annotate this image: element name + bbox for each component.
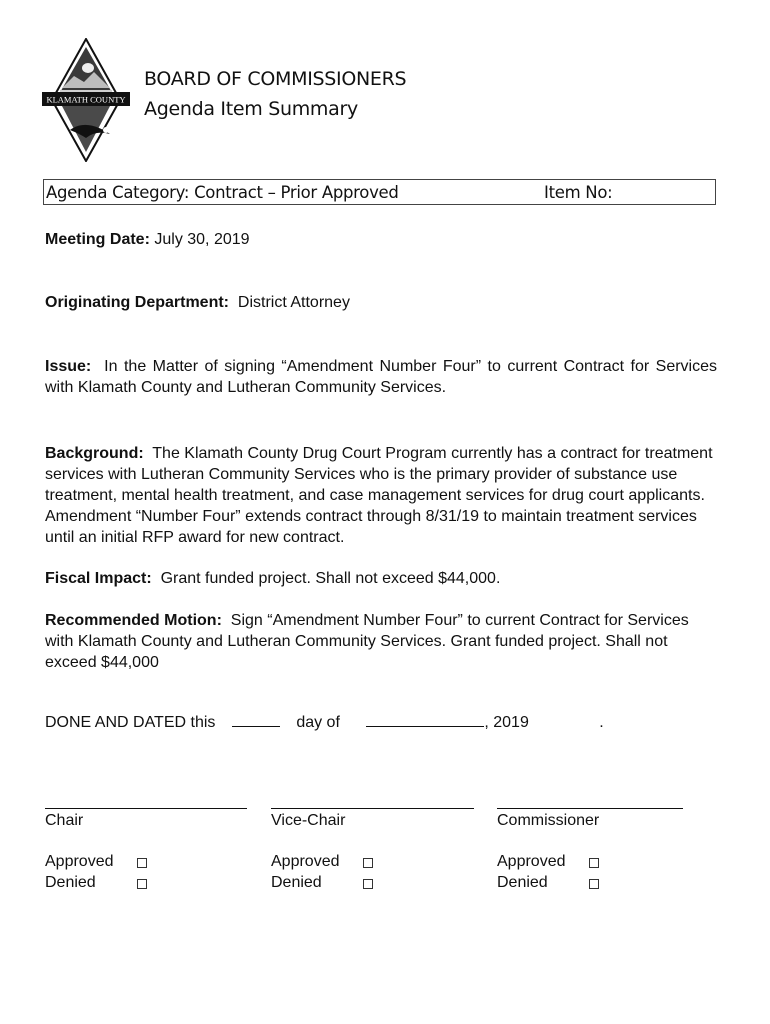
chair-denied-checkbox[interactable] bbox=[137, 879, 147, 889]
department-label: Originating Department: bbox=[45, 294, 230, 311]
commissioner-denied-label: Denied bbox=[497, 874, 548, 891]
chair-approved-label: Approved bbox=[45, 853, 114, 870]
logo-text: KLAMATH COUNTY bbox=[46, 94, 126, 105]
summary-title: Agenda Item Summary bbox=[144, 98, 358, 120]
chair-label: Chair bbox=[45, 812, 84, 829]
background-label: Background: bbox=[45, 445, 144, 462]
meeting-date-label: Meeting Date: bbox=[45, 231, 150, 248]
recommended-motion bbox=[45, 610, 717, 673]
commissioner-approved-label: Approved bbox=[497, 853, 566, 870]
issue-text: In the Matter of signing “Amendment Number Four” to current Contract for Services with Klamath County and Lutheran Community Services. bbox=[45, 358, 717, 396]
vice-chair-approved-checkbox[interactable] bbox=[363, 858, 373, 868]
originating-department bbox=[45, 292, 350, 313]
vice-chair-denied-checkbox[interactable] bbox=[363, 879, 373, 889]
vice-chair-signature-line[interactable] bbox=[271, 808, 474, 809]
commissioner-approved-checkbox[interactable] bbox=[589, 858, 599, 868]
vice-chair-denied-label: Denied bbox=[271, 874, 322, 891]
vice-chair-label: Vice-Chair bbox=[271, 812, 346, 829]
motion-text: Sign “Amendment Number Four” to current Contract for Services with Klamath County and Lutheran Community Services. Grant funded project. Shall not exceed $44,000 bbox=[45, 612, 689, 671]
fiscal-impact bbox=[45, 568, 500, 589]
commissioner-label: Commissioner bbox=[497, 812, 600, 829]
issue-paragraph bbox=[45, 356, 717, 398]
done-and-dated bbox=[45, 711, 604, 733]
fiscal-label: Fiscal Impact: bbox=[45, 570, 152, 587]
year-text: , 2019 bbox=[484, 714, 529, 731]
day-of-text: day of bbox=[296, 714, 340, 731]
trailing-period: . bbox=[599, 714, 604, 731]
commissioner-denied-checkbox[interactable] bbox=[589, 879, 599, 889]
item-number-label: Item No: bbox=[544, 183, 613, 202]
klamath-county-logo bbox=[40, 38, 132, 162]
chair-denied-label: Denied bbox=[45, 874, 96, 891]
commissioner-signature-line[interactable] bbox=[497, 808, 683, 809]
background-text: The Klamath County Drug Court Program currently has a contract for treatment services with Lutheran Community Services who is the primary provider of substance use treatment, mental health treatment, and case management services for drug court applicants. Amendment “Number Four” extends contract through 8/31/19 to maintain treatment services until an initial RFP award for new contract. bbox=[45, 445, 713, 546]
issue-label: Issue: bbox=[45, 358, 92, 375]
meeting-date bbox=[45, 229, 250, 250]
department-value: District Attorney bbox=[237, 294, 350, 311]
month-blank[interactable] bbox=[366, 711, 484, 727]
background-paragraph bbox=[45, 443, 717, 548]
chair-approved-checkbox[interactable] bbox=[137, 858, 147, 868]
agenda-category-box bbox=[43, 179, 716, 205]
agenda-category: Agenda Category: Contract – Prior Approved bbox=[46, 183, 399, 202]
fiscal-text: Grant funded project. Shall not exceed $44,000. bbox=[160, 570, 501, 587]
motion-label: Recommended Motion: bbox=[45, 612, 222, 629]
chair-signature-line[interactable] bbox=[45, 808, 247, 809]
board-title: BOARD OF COMMISSIONERS bbox=[144, 68, 407, 90]
meeting-date-value: July 30, 2019 bbox=[154, 231, 250, 248]
day-blank[interactable] bbox=[232, 711, 280, 727]
done-prefix: DONE AND DATED this bbox=[45, 714, 216, 731]
vice-chair-approved-label: Approved bbox=[271, 853, 340, 870]
